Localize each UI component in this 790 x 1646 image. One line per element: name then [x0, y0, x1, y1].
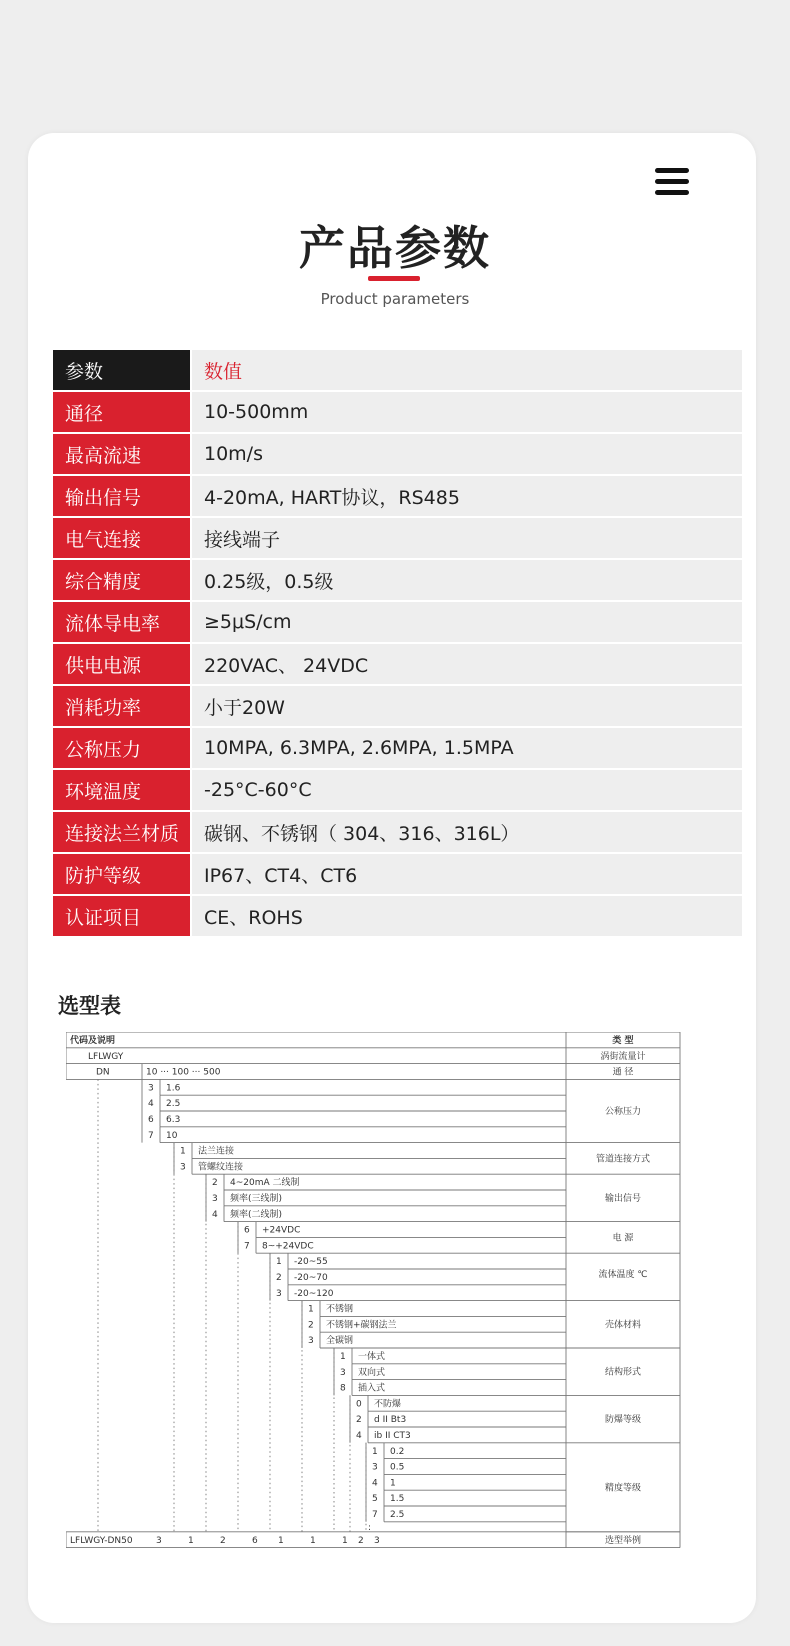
param-key: 电气连接 [53, 518, 190, 558]
option-desc: 法兰连接 [198, 1146, 235, 1157]
param-value: CE、ROHS [192, 896, 742, 936]
option-desc: 频率(三线制) [230, 1194, 283, 1204]
option-desc: 不锈钢+碳钢法兰 [326, 1320, 397, 1331]
param-row [53, 392, 742, 432]
dn-range: 10 ··· 100 ··· 500 [146, 1067, 221, 1078]
param-value: 接线端子 [192, 518, 742, 558]
param-row [53, 770, 742, 810]
param-value: 10m/s [192, 434, 742, 474]
option-code: 5 [372, 1494, 378, 1505]
selection-table [66, 1032, 714, 1550]
example-digit: 1 [188, 1535, 194, 1546]
option-desc: 一体式 [358, 1352, 386, 1362]
option-code: 4 [372, 1478, 378, 1489]
option-desc: 2.5 [166, 1099, 181, 1110]
example-digit: 1 [342, 1535, 348, 1546]
option-desc: 0.5 [390, 1462, 405, 1473]
option-desc: +24VDC [262, 1225, 301, 1236]
option-code: 0 [356, 1399, 362, 1410]
param-row [53, 644, 742, 684]
option-code: 1 [372, 1446, 378, 1457]
param-row [53, 686, 742, 726]
option-code: 7 [372, 1510, 378, 1520]
option-code: 3 [180, 1162, 186, 1173]
option-desc: 6.3 [166, 1115, 181, 1125]
option-code: 3 [276, 1288, 282, 1299]
example-digit: 6 [252, 1535, 258, 1546]
option-desc: 双向式 [358, 1367, 386, 1378]
group-type: 电 源 [612, 1233, 634, 1244]
option-code: 1 [308, 1304, 314, 1315]
menu-icon[interactable] [655, 168, 689, 196]
param-value: 10-500mm [192, 392, 742, 432]
option-desc: 不防爆 [374, 1399, 402, 1410]
param-value: 碳钢、不锈钢（ 304、316、316L） [192, 812, 742, 852]
param-row [53, 560, 742, 600]
option-code: 4 [212, 1209, 218, 1220]
option-desc: 1 [390, 1478, 396, 1489]
option-code: 2 [308, 1320, 314, 1331]
option-code: 6 [148, 1115, 154, 1125]
param-row [53, 602, 742, 642]
option-desc: 1.6 [166, 1083, 181, 1094]
param-key: 综合精度 [53, 560, 190, 600]
param-key: 公称压力 [53, 728, 190, 768]
page-title: 产品参数 [299, 221, 491, 275]
example-digit: 1 [278, 1535, 284, 1546]
option-code: 4 [356, 1431, 362, 1441]
option-code: 3 [148, 1083, 154, 1094]
table-head-code: 代码及说明 [70, 1036, 116, 1046]
option-code: 1 [180, 1146, 186, 1157]
param-value: 220VAC、 24VDC [192, 644, 742, 684]
param-value: 10MPA, 6.3MPA, 2.6MPA, 1.5MPA [192, 728, 742, 768]
option-desc: 4~20mA 二线制 [230, 1178, 300, 1189]
param-key: 输出信号 [53, 476, 190, 516]
param-value: 数值 [192, 350, 742, 390]
param-row [53, 728, 742, 768]
params-header-row [53, 350, 742, 390]
param-key: 防护等级 [53, 854, 190, 894]
params-table [53, 350, 742, 938]
option-desc: 2.5 [390, 1510, 405, 1520]
option-code: 7 [244, 1241, 250, 1252]
option-code: 2 [212, 1178, 218, 1189]
option-code: 1 [340, 1352, 346, 1362]
option-code: 3 [308, 1336, 314, 1347]
param-key: 通径 [53, 392, 190, 432]
table-head-type: 类 型 [612, 1036, 634, 1046]
example-digit: 3 [156, 1535, 162, 1546]
group-type: 结构形式 [604, 1367, 642, 1378]
option-code: 3 [212, 1194, 218, 1204]
param-row [53, 518, 742, 558]
example-digit: 2 [220, 1535, 226, 1546]
example-digit: 2 [358, 1535, 364, 1546]
option-desc: 10 [166, 1130, 178, 1141]
param-row [53, 896, 742, 936]
option-code: 1 [276, 1257, 282, 1268]
group-type: 管道连接方式 [595, 1154, 651, 1165]
param-key: 最高流速 [53, 434, 190, 474]
option-desc: 1.5 [390, 1494, 405, 1505]
param-value: 小于20W [192, 686, 742, 726]
dn-type: 通 径 [612, 1067, 634, 1078]
option-code: 7 [148, 1130, 154, 1141]
param-value: -25°C-60°C [192, 770, 742, 810]
param-value: IP67、CT4、CT6 [192, 854, 742, 894]
option-desc: d II Bt3 [374, 1415, 407, 1426]
param-key: 供电电源 [53, 644, 190, 684]
group-type: 壳体材料 [604, 1320, 642, 1331]
option-code: 2 [356, 1415, 362, 1426]
dn-label: DN [96, 1067, 110, 1078]
option-desc: 不锈钢 [326, 1304, 354, 1315]
param-key: 连接法兰材质 [53, 812, 190, 852]
group-type: 防爆等级 [604, 1415, 642, 1426]
option-desc: -20~120 [294, 1288, 334, 1299]
param-key: 参数 [53, 350, 190, 390]
group-type: 流体温度 ℃ [598, 1269, 648, 1280]
example-label: 选型举例 [604, 1535, 642, 1546]
colon-mark: : [368, 1522, 372, 1533]
param-value: ≥5μS/cm [192, 602, 742, 642]
example-code: LFLWGY-DN50 [70, 1535, 133, 1546]
option-desc: 8~+24VDC [262, 1241, 314, 1252]
option-desc: 管螺纹连接 [198, 1162, 244, 1173]
param-row [53, 854, 742, 894]
page-subtitle: Product parameters [320, 290, 470, 308]
model-code: LFLWGY [88, 1051, 124, 1062]
option-desc: 全碳钢 [326, 1336, 354, 1347]
title-underline [368, 276, 420, 281]
selection-title: 选型表 [58, 994, 121, 1018]
group-type: 精度等级 [604, 1483, 642, 1494]
param-value: 0.25级，0.5级 [192, 560, 742, 600]
option-desc: -20~55 [294, 1257, 328, 1268]
model-type: 涡街流量计 [600, 1051, 646, 1062]
param-row [53, 434, 742, 474]
group-type: 公称压力 [604, 1107, 642, 1117]
param-key: 消耗功率 [53, 686, 190, 726]
param-row [53, 476, 742, 516]
param-value: 4-20mA, HART协议，RS485 [192, 476, 742, 516]
option-desc: 0.2 [390, 1446, 405, 1457]
option-code: 3 [372, 1462, 378, 1473]
option-desc: 频率(二线制) [230, 1209, 283, 1220]
example-digit: 1 [310, 1535, 316, 1546]
option-desc: -20~70 [294, 1273, 328, 1283]
option-desc: ib II CT3 [374, 1431, 411, 1441]
param-row [53, 812, 742, 852]
option-code: 2 [276, 1273, 282, 1283]
option-code: 8 [340, 1383, 346, 1394]
group-type: 输出信号 [604, 1193, 642, 1204]
example-digit: 3 [374, 1535, 380, 1546]
option-code: 3 [340, 1367, 346, 1378]
param-key: 环境温度 [53, 770, 190, 810]
param-key: 认证项目 [53, 896, 190, 936]
option-desc: 插入式 [358, 1383, 386, 1394]
option-code: 6 [244, 1225, 250, 1236]
param-key: 流体导电率 [53, 602, 190, 642]
option-code: 4 [148, 1099, 154, 1110]
